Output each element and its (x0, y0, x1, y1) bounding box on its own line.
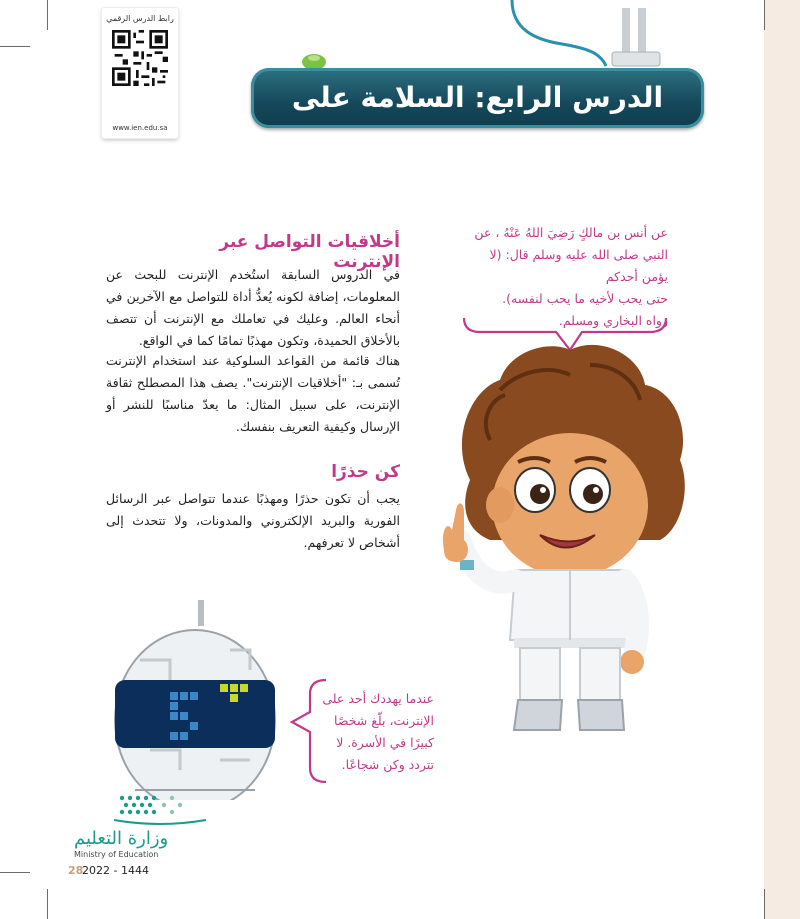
ministry-name-en: Ministry of Education (74, 850, 159, 859)
crop-mark (47, 889, 48, 919)
qr-code-card[interactable] (102, 8, 178, 138)
tip-line: الإنترنت، بلّغ شخصًا (334, 713, 434, 728)
lesson-title: الدرس الرابع: السلامة على الإنترنت (291, 81, 664, 174)
qr-label: رابط الدرس الرقمي (106, 14, 174, 23)
boy-character-illustration (430, 330, 700, 740)
hadith-line: رواه البخاري ومسلم. (558, 313, 668, 328)
section-ethics-paragraph-2: هناك قائمة من القواعد السلوكية عند استخدام الإنترنت تُسمى بـ: "أخلاقيات الإنترنت". يصف هذا المصطلح ثقافة الإنترنت، على سبيل المثال: ما يعدّ مناسبًا للنشر أو الإرسال وكيفية التعريف بنفسك. (106, 353, 400, 434)
hadith-line: حتى يحب لأخيه ما يحب لنفسه). (502, 291, 668, 306)
tip-line: كبيرًا في الأسرة. لا (336, 735, 434, 750)
crop-mark (764, 889, 765, 919)
crop-mark (764, 0, 765, 30)
page-number: 28 (68, 864, 84, 877)
qr-code-icon (112, 30, 168, 86)
hadith-line: النبي صلى الله عليه وسلم قال: (لا يؤمن أحدكم (489, 247, 668, 284)
crop-mark (47, 0, 48, 30)
tip-line: تتردد وكن شجاعًا. (341, 757, 434, 772)
hadith-text (470, 222, 668, 332)
lesson-title-banner (251, 68, 704, 174)
banner-decoration (300, 0, 680, 72)
year-label: 2022 - 1444 (82, 864, 149, 877)
tip-line: عندما يهددك أحد على (322, 691, 434, 706)
page-edge-strip (764, 0, 800, 919)
section-careful-paragraph: يجب أن تكون حذرًا ومهذبًا عندما تتواصل عبر الرسائل الفورية والبريد الإلكتروني والمدونات، ولا تتحدث إلى أشخاص لا تعرفهم. (106, 491, 400, 550)
robot-illustration (110, 600, 280, 800)
qr-url: www.ien.edu.sa (112, 124, 168, 132)
section-heading-ethics: أخلاقيات التواصل عبر الإنترنت (219, 232, 400, 272)
section-heading-careful: كن حذرًا (331, 462, 400, 482)
crop-mark (0, 46, 30, 47)
ministry-name-ar: وزارة التعليم (74, 828, 169, 849)
hadith-line: عن أنس بن مالكٍ رَضِيَ اللهُ عَنْهُ ، عن (474, 225, 668, 240)
ministry-logo-icon (112, 792, 208, 826)
crop-mark (0, 872, 30, 873)
tip-text (314, 688, 434, 776)
section-ethics-paragraph-1: في الدروس السابقة استُخدم الإنترنت للبحث عن المعلومات، إضافة لكونه يُعدُّ أداة للتواصل مع الآخرين في أنحاء العالم. وعليك في تعاملك مع الإنترنت أن تتصف بالأخلاق الحميدة، وتكون مهذبًا تمامًا كما في الواقع. (106, 267, 400, 348)
